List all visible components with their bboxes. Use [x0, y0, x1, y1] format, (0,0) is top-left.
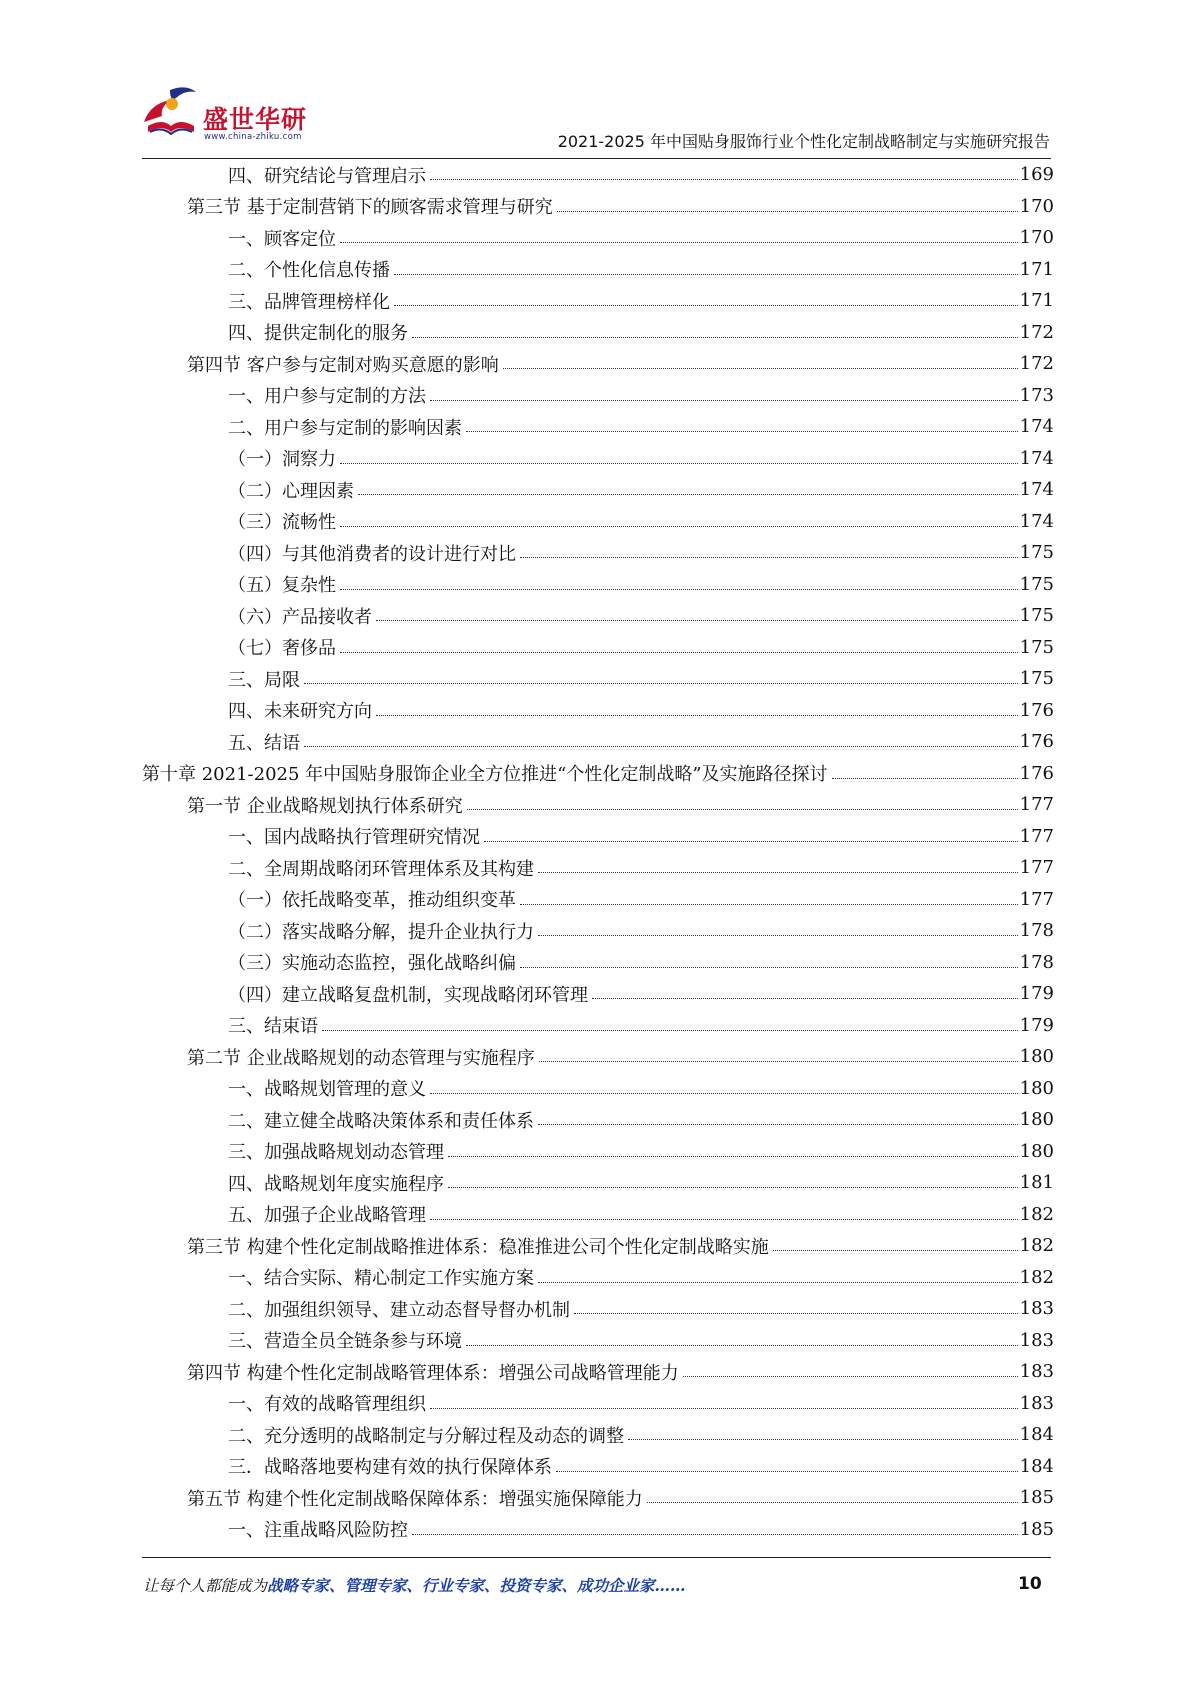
toc-dot-leader — [430, 1390, 1018, 1409]
toc-dot-leader — [466, 413, 1018, 432]
toc-entry-title: 一、顾客定位 — [228, 228, 336, 250]
toc-dot-leader — [773, 1232, 1018, 1251]
toc-entry[interactable] — [142, 1199, 1054, 1231]
toc-page-number: 180 — [1019, 1140, 1054, 1162]
toc-dot-leader — [574, 1295, 1018, 1314]
toc-entry[interactable] — [142, 537, 1054, 569]
toc-page-number: 172 — [1019, 353, 1054, 375]
toc-entry-title: 二、建立健全战略决策体系和责任体系 — [228, 1110, 534, 1132]
toc-dot-leader — [430, 382, 1018, 401]
brand-name: 盛世华研 — [203, 105, 308, 134]
toc-entry[interactable] — [142, 1419, 1054, 1451]
toc-entry-title: 一、结合实际、精心制定工作实施方案 — [228, 1268, 534, 1290]
toc-dot-leader — [556, 1453, 1018, 1472]
toc-page-number: 174 — [1019, 479, 1054, 501]
toc-page-number: 177 — [1019, 857, 1054, 879]
toc-dot-leader — [538, 854, 1018, 873]
toc-dot-leader — [448, 1169, 1018, 1188]
toc-entry[interactable] — [142, 758, 1054, 790]
toc-entry-title: （六）产品接收者 — [228, 606, 372, 628]
toc-page-number: 185 — [1019, 1518, 1054, 1540]
toc-entry-title: 三、加强战略规划动态管理 — [228, 1142, 444, 1164]
toc-entry[interactable] — [142, 569, 1054, 601]
toc-entry[interactable] — [142, 443, 1054, 475]
toc-dot-leader — [538, 1264, 1018, 1283]
toc-dot-leader — [484, 823, 1018, 842]
toc-entry[interactable] — [142, 695, 1054, 727]
toc-dot-leader — [358, 476, 1018, 495]
toc-entry[interactable] — [142, 1514, 1054, 1546]
toc-entry[interactable] — [142, 1136, 1054, 1168]
toc-entry[interactable] — [142, 632, 1054, 664]
toc-page-number: 177 — [1019, 888, 1054, 910]
toc-dot-leader — [394, 256, 1018, 275]
toc-dot-leader — [322, 1012, 1018, 1031]
toc-entry[interactable] — [142, 1356, 1054, 1388]
toc-entry[interactable] — [142, 380, 1054, 412]
toc-dot-leader — [430, 161, 1018, 180]
toc-dot-leader — [628, 1421, 1018, 1440]
toc-entry[interactable] — [142, 1167, 1054, 1199]
toc-dot-leader — [394, 287, 1018, 306]
toc-entry[interactable] — [142, 411, 1054, 443]
toc-entry[interactable] — [142, 1230, 1054, 1262]
toc-entry[interactable] — [142, 726, 1054, 758]
toc-entry-title: 第三节 基于定制营销下的顾客需求管理与研究 — [187, 197, 553, 219]
toc-entry-title: 三、品牌管理榜样化 — [228, 291, 390, 313]
toc-entry-title: （五）复杂性 — [228, 575, 336, 597]
toc-page-number: 182 — [1019, 1266, 1054, 1288]
toc-page-number: 170 — [1019, 195, 1054, 217]
toc-entry-title: （二）心理因素 — [228, 480, 354, 502]
toc-dot-leader — [503, 350, 1018, 369]
toc-page-number: 183 — [1019, 1329, 1054, 1351]
toc-dot-leader — [448, 1138, 1018, 1157]
brand-url: www.china-zhiku.com — [204, 132, 302, 142]
toc-dot-leader — [520, 886, 1018, 905]
toc-entry-title: （一）洞察力 — [228, 449, 336, 471]
toc-entry-title: （二）落实战略分解，提升企业执行力 — [228, 921, 534, 943]
toc-dot-leader — [592, 980, 1018, 999]
toc-entry-title: 三、营造全员全链条参与环境 — [228, 1331, 462, 1353]
toc-entry-title: 一、注重战略风险防控 — [228, 1520, 408, 1542]
slogan-prefix: 让每个人都能成为 — [143, 1577, 268, 1595]
toc-page-number: 183 — [1019, 1392, 1054, 1414]
toc-page-number: 171 — [1019, 258, 1054, 280]
toc-page-number: 174 — [1019, 447, 1054, 469]
toc-entry[interactable] — [142, 1325, 1054, 1357]
toc-entry[interactable] — [142, 947, 1054, 979]
toc-page-number: 182 — [1019, 1235, 1054, 1257]
toc-page-number: 176 — [1019, 699, 1054, 721]
toc-page-number: 174 — [1019, 416, 1054, 438]
company-logo — [140, 78, 340, 158]
toc-page-number: 181 — [1019, 1172, 1054, 1194]
toc-dot-leader — [430, 1201, 1018, 1220]
toc-entry[interactable] — [142, 159, 1054, 191]
toc-entry[interactable] — [142, 191, 1054, 223]
toc-entry-title: 二、充分透明的战略制定与分解过程及动态的调整 — [228, 1425, 624, 1447]
toc-page-number: 184 — [1019, 1455, 1054, 1477]
toc-entry[interactable] — [142, 1262, 1054, 1294]
toc-page-number: 171 — [1019, 290, 1054, 312]
toc-page-number: 180 — [1019, 1109, 1054, 1131]
toc-dot-leader — [340, 571, 1018, 590]
toc-dot-leader — [340, 224, 1018, 243]
slogan-highlight: 战略专家、管理专家、行业专家、投资专家、成功企业家…… — [267, 1576, 686, 1595]
toc-entry[interactable] — [142, 1388, 1054, 1420]
page-header — [140, 78, 1050, 158]
toc-entry-title: 第二节 企业战略规划的动态管理与实施程序 — [187, 1047, 535, 1069]
toc-dot-leader — [832, 760, 1018, 779]
toc-page-number: 175 — [1019, 573, 1054, 595]
toc-entry[interactable] — [142, 978, 1054, 1010]
toc-entry[interactable] — [142, 884, 1054, 916]
toc-page-number: 179 — [1019, 1014, 1054, 1036]
toc-page-number: 175 — [1019, 636, 1054, 658]
toc-dot-leader — [467, 791, 1018, 810]
toc-dot-leader — [520, 539, 1018, 558]
toc-page-number: 177 — [1019, 825, 1054, 847]
toc-entry[interactable] — [142, 222, 1054, 254]
toc-entry[interactable] — [142, 285, 1054, 317]
toc-entry-title: 第十章 2021-2025 年中国贴身服饰企业全方位推进“个性化定制战略”及实施路径探讨 — [142, 764, 828, 786]
toc-dot-leader — [538, 1106, 1018, 1125]
toc-dot-leader — [340, 445, 1018, 464]
toc-page-number: 170 — [1019, 227, 1054, 249]
toc-dot-leader — [539, 1043, 1018, 1062]
toc-entry-title: （四）与其他消费者的设计进行对比 — [228, 543, 516, 565]
toc-page-number: 175 — [1019, 542, 1054, 564]
toc-entry-title: 一、战略规划管理的意义 — [228, 1079, 426, 1101]
toc-dot-leader — [376, 602, 1018, 621]
toc-entry-title: 一、用户参与定制的方法 — [228, 386, 426, 408]
toc-page-number: 175 — [1019, 668, 1054, 690]
toc-entry[interactable] — [142, 1041, 1054, 1073]
toc-page-number: 169 — [1019, 164, 1054, 186]
toc-entry-title: 四、研究结论与管理启示 — [228, 165, 426, 187]
toc-page-number: 184 — [1019, 1424, 1054, 1446]
toc-page-number: 183 — [1019, 1298, 1054, 1320]
toc-entry-title: 四、未来研究方向 — [228, 701, 372, 723]
toc-page-number: 175 — [1019, 605, 1054, 627]
toc-entry-title: 第四节 构建个性化定制战略管理体系：增强公司战略管理能力 — [187, 1362, 679, 1384]
toc-entry[interactable] — [142, 317, 1054, 349]
toc-dot-leader — [340, 508, 1018, 527]
toc-entry-title: 三．战略落地要构建有效的执行保障体系 — [228, 1457, 552, 1479]
toc-entry-title: 第三节 构建个性化定制战略推进体系：稳准推进公司个性化定制战略实施 — [187, 1236, 769, 1258]
toc-entry-title: （四）建立战略复盘机制，实现战略闭环管理 — [228, 984, 588, 1006]
toc-page-number: 172 — [1019, 321, 1054, 343]
toc-entry-title: 第一节 企业战略规划执行体系研究 — [187, 795, 463, 817]
toc-dot-leader — [647, 1484, 1018, 1503]
toc-entry-title: 一、有效的战略管理组织 — [228, 1394, 426, 1416]
toc-entry[interactable] — [142, 852, 1054, 884]
toc-entry-title: 第四节 客户参与定制对购买意愿的影响 — [187, 354, 499, 376]
toc-entry-title: 二、全周期战略闭环管理体系及其构建 — [228, 858, 534, 880]
toc-entry[interactable] — [142, 1010, 1054, 1042]
toc-entry[interactable] — [142, 915, 1054, 947]
toc-entry-title: 一、国内战略执行管理研究情况 — [228, 827, 480, 849]
toc-entry[interactable] — [142, 1482, 1054, 1514]
toc-dot-leader — [412, 1516, 1018, 1535]
toc-entry-title: 二、用户参与定制的影响因素 — [228, 417, 462, 439]
toc-dot-leader — [683, 1358, 1018, 1377]
toc-entry-title: 五、加强子企业战略管理 — [228, 1205, 426, 1227]
toc-entry[interactable] — [142, 474, 1054, 506]
toc-entry[interactable] — [142, 821, 1054, 853]
toc-entry-title: 四、战略规划年度实施程序 — [228, 1173, 444, 1195]
toc-entry-title: （七）奢侈品 — [228, 638, 336, 660]
toc-page-number: 177 — [1019, 794, 1054, 816]
toc-page-number: 173 — [1019, 384, 1054, 406]
toc-dot-leader — [304, 665, 1018, 684]
toc-dot-leader — [376, 697, 1018, 716]
toc-entry-title: （一）依托战略变革，推动组织变革 — [228, 890, 516, 912]
toc-page-number: 174 — [1019, 510, 1054, 532]
toc-page-number: 185 — [1019, 1487, 1054, 1509]
toc-entry-title: 二、个性化信息传播 — [228, 260, 390, 282]
toc-entry[interactable] — [142, 789, 1054, 821]
toc-entry[interactable] — [142, 1104, 1054, 1136]
toc-page-number: 178 — [1019, 920, 1054, 942]
toc-page-number: 178 — [1019, 951, 1054, 973]
toc-dot-leader — [466, 1327, 1018, 1346]
page-number: 10 — [1018, 1574, 1042, 1594]
toc-page-number: 182 — [1019, 1203, 1054, 1225]
toc-entry-title: 四、提供定制化的服务 — [228, 323, 408, 345]
toc-entry-title: 三、局限 — [228, 669, 300, 691]
toc-entry[interactable] — [142, 1293, 1054, 1325]
toc-page-number: 183 — [1019, 1361, 1054, 1383]
toc-entry[interactable] — [142, 663, 1054, 695]
toc-entry-title: 第五节 构建个性化定制战略保障体系：增强实施保障能力 — [187, 1488, 643, 1510]
book-swoosh-logo-icon — [140, 82, 202, 144]
toc-page-number: 179 — [1019, 983, 1054, 1005]
table-of-contents — [142, 159, 1054, 1545]
toc-entry[interactable] — [142, 1073, 1054, 1105]
toc-page-number: 176 — [1019, 762, 1054, 784]
report-title: 2021-2025 年中国贴身服饰行业个性化定制战略制定与实施研究报告 — [557, 132, 1050, 151]
toc-dot-leader — [557, 193, 1018, 212]
toc-dot-leader — [340, 634, 1018, 653]
toc-entry-title: 五、结语 — [228, 732, 300, 754]
toc-entry[interactable] — [142, 1451, 1054, 1483]
toc-page-number: 180 — [1019, 1046, 1054, 1068]
toc-entry-title: （三）实施动态监控，强化战略纠偏 — [228, 953, 516, 975]
toc-dot-leader — [538, 917, 1018, 936]
toc-entry-title: 三、结束语 — [228, 1016, 318, 1038]
toc-entry-title: 二、加强组织领导、建立动态督导督办机制 — [228, 1299, 570, 1321]
toc-entry[interactable] — [142, 348, 1054, 380]
toc-dot-leader — [430, 1075, 1018, 1094]
toc-dot-leader — [412, 319, 1018, 338]
toc-entry[interactable] — [142, 600, 1054, 632]
toc-entry[interactable] — [142, 254, 1054, 286]
toc-dot-leader — [304, 728, 1018, 747]
toc-page-number: 176 — [1019, 731, 1054, 753]
footer-divider — [142, 1557, 1051, 1558]
toc-entry[interactable] — [142, 506, 1054, 538]
toc-entry-title: （三）流畅性 — [228, 512, 336, 534]
footer-slogan — [143, 1574, 686, 1596]
toc-page-number: 180 — [1019, 1077, 1054, 1099]
toc-dot-leader — [520, 949, 1018, 968]
